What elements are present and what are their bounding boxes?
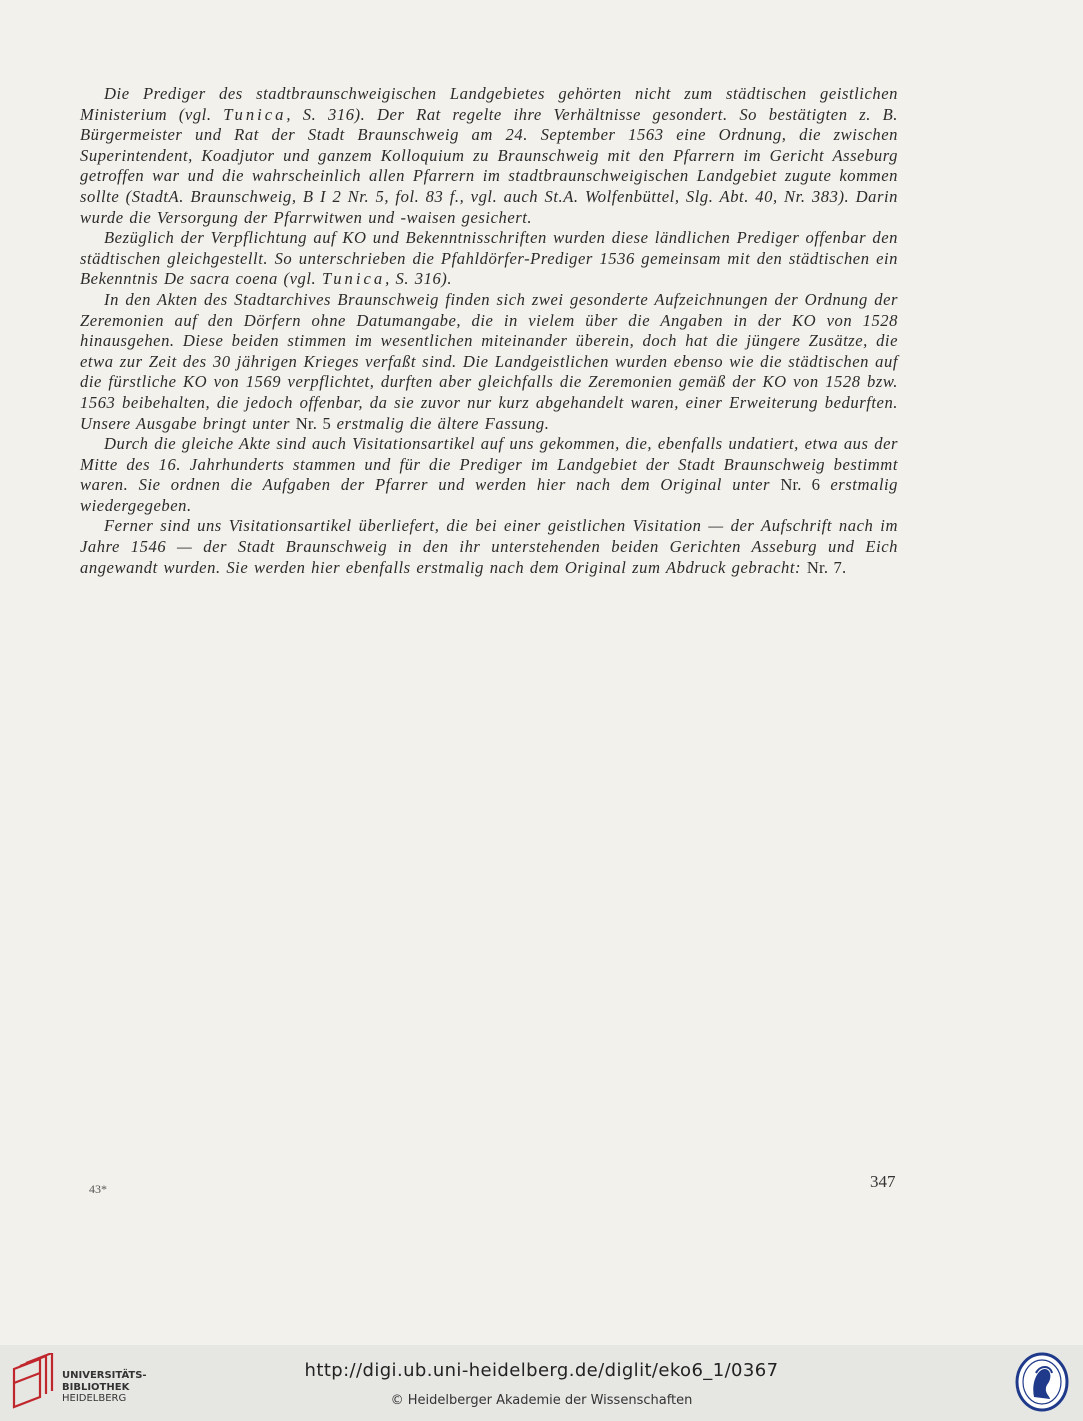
paragraph-5	[80, 516, 898, 578]
body-text	[80, 84, 898, 578]
paragraph-1-text-a: Die Prediger des stadtbraunschweigischen Landgebietes gehörten nicht zum städtischen geistlichen Ministerium (vgl.	[80, 84, 898, 124]
permalink-url[interactable]: http://digi.ub.uni-heidelberg.de/diglit/eko6_1/0367	[304, 1360, 779, 1381]
item-reference: Nr. 7.	[806, 557, 847, 577]
author-reference: Tunica	[321, 269, 386, 289]
signature-mark: 43*	[89, 1182, 107, 1196]
paragraph-2-text-b: , S. 316).	[385, 269, 453, 289]
page-number: 347	[870, 1172, 896, 1191]
viewer-footer	[0, 1345, 1083, 1421]
paragraph-3-text-b: erstmalig die ältere Fassung.	[336, 413, 550, 433]
library-name: UNIVERSITÄTS- BIBLIOTHEK HEIDELBERG	[62, 1370, 147, 1404]
paragraph-1	[80, 84, 898, 228]
paragraph-5-text-a: Ferner sind uns Visitationsartikel überliefert, die bei einer geistlichen Visitation — der Aufschrift nach im Jahre 1546 — der Stadt Braunschweig in den ihr unterstehenden beiden Gerichten Asseburg und Eich angewandt wurden. Sie werden hier ebenfalls erstmalig nach dem Original zum Abdruck gebracht:	[80, 516, 898, 577]
paragraph-4	[80, 434, 898, 516]
paragraph-3	[80, 290, 898, 434]
academy-seal-icon	[1014, 1351, 1070, 1413]
copyright-notice: © Heidelberger Akademie der Wissenschaften	[390, 1393, 693, 1408]
item-reference: Nr. 6	[780, 475, 821, 495]
paragraph-4-text-a: Durch die gleiche Akte sind auch Visitationsartikel auf uns gekommen, die, ebenfalls undatiert, etwa aus der Mitte des 16. Jahrhunderts stammen und für die Prediger im Landgebiet der Stadt Braunschweig bestimmt waren. Sie ordnen die Aufgaben der Pfarrer und werden hier nach dem Original unter	[80, 434, 898, 495]
paragraph-2-text-a: Bezüglich der Verpflichtung auf KO und Bekenntnisschriften wurden diese ländlichen Prediger offenbar den städtischen gleichgestellt. So unterschrieben die Pfahldörfer-Prediger 1536 gemeinsam mit den städtischen ein Bekenntnis De sacra coena (vgl.	[80, 228, 898, 289]
paragraph-1-text-b: , S. 316). Der Rat regelte ihre Verhältnisse gesondert. So bestätigten z. B. Bürgermeister und Rat der Stadt Braunschweig am 24. September 1563 eine Ordnung, die zwischen Superintendent, Koadjutor und ganzem Kolloquium zu Braunschweig mit den Pfarrern im Gericht Asseburg getroffen war und die wahrscheinlich allen Pfarrern im stadtbraunschweigischen Landgebiet zugute kommen sollte (StadtA. Braunschweig, B I 2 Nr. 5, fol. 83 f., vgl. auch St.A. Wolfenbüttel, Slg. Abt. 40, Nr. 383). Darin wurde die Versorgung der Pfarrwitwen und -waisen gesichert.	[80, 104, 898, 227]
author-reference: Tunica	[223, 104, 287, 124]
item-reference: Nr. 5	[295, 413, 331, 433]
paragraph-4-text-b: erstmalig wiedergegeben.	[80, 475, 898, 515]
paragraph-3-text-a: In den Akten des Stadtarchives Braunschweig finden sich zwei gesonderte Aufzeichnungen der Ordnung der Zeremonien auf den Dörfern ohne Datumangabe, die in vielem über die Angaben in der KO von 1528 hinausgehen. Diese beiden stimmen im wesentlichen miteinander überein, doch hat die jüngere Zusätze, die etwa zur Zeit des 30 jährigen Krieges verfaßt sind. Die Landgeistlichen wurden ebenso wie die städtischen auf die fürstliche KO von 1569 verpflichtet, durften aber gleichfalls die Zeremonien gemäß der KO von 1528 bzw. 1563 beibehalten, die jedoch offenbar, da sie zuvor nur kurz abgehandelt waren, einer Erweiterung bedurften. Unsere Ausgabe bringt unter	[80, 289, 898, 433]
paragraph-2	[80, 228, 898, 290]
